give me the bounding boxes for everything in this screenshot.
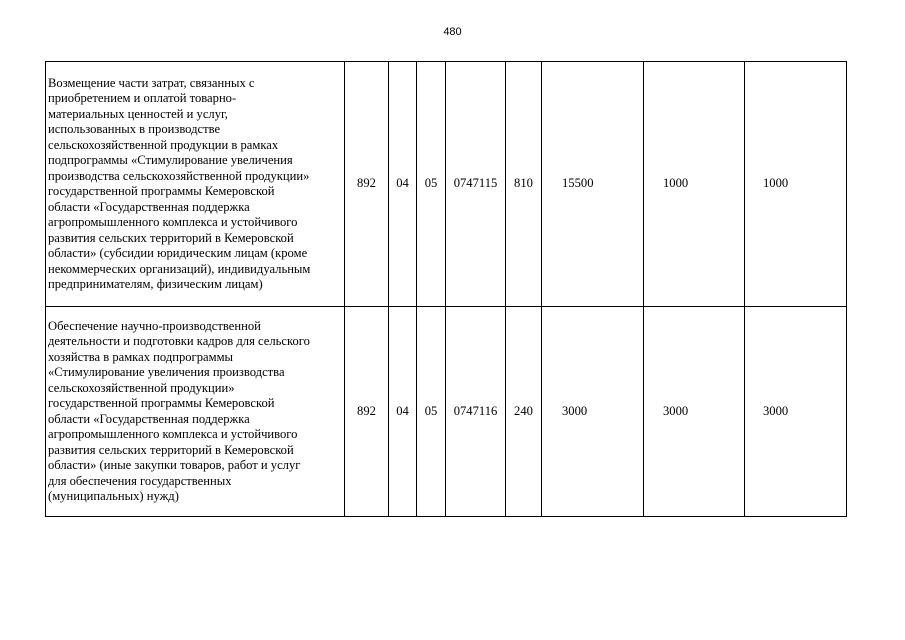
- section-code: 04: [389, 307, 417, 517]
- target-article-code: 0747115: [446, 62, 506, 307]
- amount-year-3: 3000: [745, 307, 847, 517]
- amount-year-3: 1000: [745, 62, 847, 307]
- amount-year-1: 15500: [542, 62, 644, 307]
- subsection-code: 05: [417, 307, 446, 517]
- ministry-code: 892: [345, 307, 389, 517]
- page-number: 480: [443, 26, 462, 38]
- section-code: 04: [389, 62, 417, 307]
- row-description: Обеспечение научно-производственной деятельности и подготовки кадров для сельского хозяйства в рамках подпрограммы «Стимулирование увеличения производства сельскохозяйственной продукции» государственной программы Кемеровской области «Государственная поддержка агропромышленного комплекса и устойчивого развития сельских территорий в Кемеровской области» (иные закупки товаров, работ и услуг для обеспечения государственных (муниципальных) нужд): [46, 307, 345, 517]
- subsection-code: 05: [417, 62, 446, 307]
- table-row: [46, 307, 847, 517]
- budget-table: [45, 61, 847, 517]
- table-row: [46, 62, 847, 307]
- expense-type-code: 240: [506, 307, 542, 517]
- amount-year-2: 3000: [644, 307, 745, 517]
- row-description: Возмещение части затрат, связанных с приобретением и оплатой товарно- материальных ценностей и услуг, использованных в производстве сельскохозяйственной продукции в рамках подпрограммы «Стимулирование увеличения производства сельскохозяйственной продукции» государственной программы Кемеровской области «Государственная поддержка агропромышленного комплекса и устойчивого развития сельских территорий в Кемеровской области» (субсидии юридическим лицам (кроме некоммерческих организаций), индивидуальным предпринимателям, физическим лицам): [46, 62, 345, 307]
- amount-year-1: 3000: [542, 307, 644, 517]
- ministry-code: 892: [345, 62, 389, 307]
- expense-type-code: 810: [506, 62, 542, 307]
- target-article-code: 0747116: [446, 307, 506, 517]
- amount-year-2: 1000: [644, 62, 745, 307]
